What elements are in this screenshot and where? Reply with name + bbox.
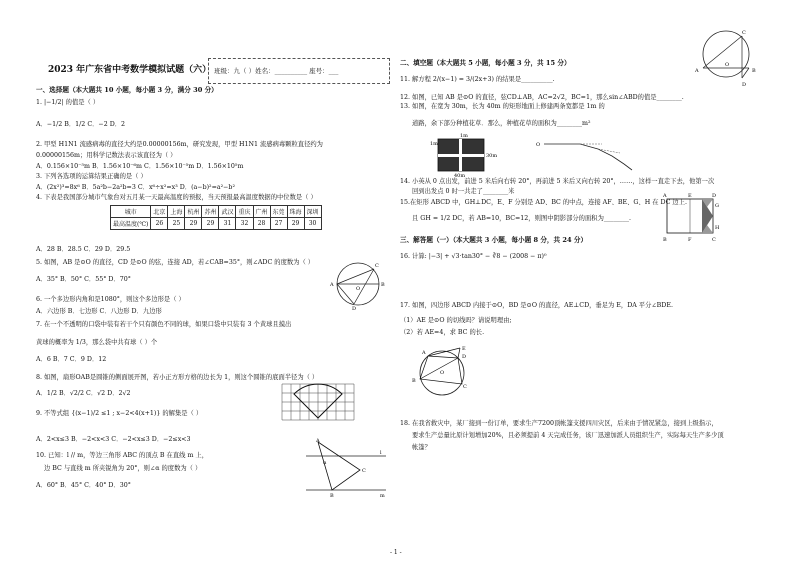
table-cell: 深圳 (304, 206, 321, 218)
question-2-line1: 2. 甲型 H1N1 流感病毒的直径大约是0.00000156m，研究发现，甲型 H1N1 流感病毒颗粒直径约为 (36, 141, 323, 148)
question-17-line3: （2）若 AE=4，求 BC 的长. (400, 329, 485, 336)
question-1-options: A．−1/2 B．1/2 C．−2 D．2 (36, 121, 126, 128)
section-choice-heading: 一、选择题（本大题共 10 小题，每小题 3 分，满分 30 分） (36, 86, 218, 94)
table-cell: 上海 (168, 206, 185, 218)
parallel-lines-figure-q10 (306, 440, 386, 498)
table-header-row (111, 206, 322, 218)
section-fill-heading: 二、填空题（本大题共 5 小题，每小题 3 分，共 15 分） (400, 59, 571, 67)
label-d: D (742, 82, 747, 88)
table-cell: 29 (287, 218, 304, 230)
label-length-40m: 40m (454, 173, 466, 179)
label-h: H (715, 225, 720, 231)
table-cell: 珠海 (287, 206, 304, 218)
question-5-options: A．35° B．50° C．55° D．70° (36, 276, 131, 283)
circle-figure-q12 (695, 26, 758, 88)
question-18-line1: 18. 在我省救灾中，某厂接到一份订单，要求生产7200顶帐篷支援四川灾区，后来由于情况紧急，接到上级指示， (400, 420, 718, 427)
table-cell: 杭州 (185, 206, 202, 218)
question-15-line2: 且 GH = 1/2 DC，若 AB=10，BC=12，则图中阴影部分的面积为________. (412, 215, 632, 222)
question-1: 1. |−1/2| 的值是（ ） (36, 99, 100, 106)
label-d: D (352, 306, 357, 312)
question-7-line2: 黄球的概率为 1/3，那么袋中共有球（ ）个 (36, 339, 158, 346)
label-c: C (362, 468, 366, 474)
question-10-line1: 10. 已知：l // m，等边三角形 ABC 的顶点 B 在直线 m 上， (36, 452, 209, 459)
table-cell: 最高温度(℃) (111, 218, 151, 230)
label-o: O (725, 62, 730, 68)
table-cell: 武汉 (219, 206, 236, 218)
label-o: O (536, 142, 541, 148)
question-17-line1: 17. 如图，四边形 ABCD 内接于⊙O，BD 是⊙O 的直径，AE⊥CD，垂足为 E，DA 平分∠BDE. (400, 302, 673, 309)
label-g: G (715, 203, 719, 209)
question-13-line2: 道路，余下部分种植花草．那么，种植花草的面积为________m² (412, 120, 591, 127)
label-b: B (663, 237, 667, 243)
table-row (111, 218, 322, 230)
table-cell: 31 (219, 218, 236, 230)
table-cell: 东莞 (270, 206, 287, 218)
label-d: D (712, 193, 717, 199)
label-c: C (712, 237, 716, 243)
question-15-line1: 15.在矩形 ABCD 中，GH⊥DC，E、F 分别是 AD、BC 的中点，连接 AF、BE、G、H 在 DC 边上. (400, 199, 687, 206)
label-c: C (375, 263, 379, 269)
question-14-line1: 14. 小英从 0 点出发，前进 5 米后向右转 20°，再前进 5 米后又向右转 20°，……，这样一直走下去，他第一次 (400, 178, 715, 185)
question-10-line2: 边 BC 与直线 m 所夹锐角为 20°，则∠α 的度数为（ ） (44, 465, 202, 472)
table-cell: 29 (202, 218, 219, 230)
question-6: 6. 一个多边形内角和是1080°，则这个多边形是（ ） (36, 296, 185, 303)
label-b: B (752, 68, 756, 74)
table-cell: 32 (236, 218, 253, 230)
table-cell: 26 (151, 218, 168, 230)
label-e: E (688, 193, 692, 199)
label-road-width: 1m (430, 141, 438, 147)
right-column (400, 0, 770, 561)
table-cell: 25 (168, 218, 185, 230)
label-a: A (316, 438, 320, 444)
road-rectangle-figure-q13 (430, 133, 498, 179)
rectangle-shaded-figure-q15 (662, 193, 720, 245)
question-13-line1: 13. 如图，在宽为 30m，长为 40m 的矩形地面上修建两条宽都是 1m 的 (400, 103, 605, 110)
label-b: B (381, 282, 385, 288)
question-18-line2: 要求生产总量比原计划增加20%，且必须提前 4 天完成任务，该厂迅速加派人员组织生产，实际每天生产多少顶 (412, 432, 724, 439)
question-9-options: A．2<x≤3 B．−2<x<3 C．−2<x≤3 D．−2≤x<3 (36, 436, 191, 443)
page-number: - 1 - (390, 549, 402, 556)
question-4: 4. 下表是我国部分城市气象台对五月某一天最高温度的预报，当天预报最高温度数据的中位数是（ ） (36, 194, 317, 201)
table-cell: 29 (185, 218, 202, 230)
question-9: 9. 不等式组 {(x−1)/2 ≤1 ; x−2<4(x+1)} 的解集是（ ） (36, 410, 203, 417)
label-o: O (356, 286, 361, 292)
label-a: A (663, 193, 667, 199)
table-cell: 28 (253, 218, 270, 230)
question-7-line1: 7. 在一个不透明的口袋中装有若干个只有颜色不同的球，如果口袋中只装有 3 个黄球且摸出 (36, 321, 292, 328)
label-road-width-2: 1m (460, 133, 468, 139)
question-3-options: A．(2x²)³=8x⁶ B．5a²b−2a²b=3 C．x⁶÷x²=x³ D．(a−b)²=a²−b² (36, 184, 235, 191)
question-8: 8. 如图，扇形OAB是圆锥的侧面展开图，若小正方形方格的边长为 1，则这个圆锥的底面半径为（ ） (36, 374, 319, 381)
student-info-field[interactable]: 班级：九（ ）姓名：__________ 座号：___ (214, 67, 339, 75)
table-cell: 北京 (151, 206, 168, 218)
label-o: O (440, 370, 445, 376)
inscribed-quad-figure-q17 (406, 346, 476, 398)
left-column (30, 0, 390, 561)
walking-path-figure-q14 (536, 138, 658, 172)
question-14-line2: 回到出发点 0 时一共走了________米 (412, 188, 515, 195)
temperature-table (110, 205, 322, 230)
label-alpha: α (323, 460, 327, 466)
label-m: m (380, 493, 385, 499)
question-18-line3: 帐篷？ (412, 444, 431, 451)
label-width-30m: 30m (486, 153, 498, 159)
label-d: D (462, 354, 467, 360)
label-c: C (742, 30, 746, 36)
question-5: 5. 如图，AB 是⊙O 的直径，CD 是⊙O 的弦，连接 AD，若∠CAB=35°，则∠ADC 的度数为（ ） (36, 259, 315, 266)
question-4-options: A．28 B．28.5 C．29 D．29.5 (36, 246, 131, 253)
question-12: 12. 如图，已知 AB 是⊙O 的直径，弦CD⊥AB，AC=2√2，BC=1，那么sin∠ABD的值是________. (400, 94, 684, 101)
label-a: A (422, 350, 426, 356)
question-17-line2: （1）AE 是⊙O 的切线吗？请说明理由; (400, 317, 512, 324)
label-c: C (463, 384, 467, 390)
question-10-options: A．60° B．45° C．40° D．30° (36, 482, 131, 489)
label-f: F (688, 237, 692, 243)
table-cell: 苏州 (202, 206, 219, 218)
label-e: E (462, 346, 466, 352)
label-a: A (695, 68, 699, 74)
table-cell: 城市 (111, 206, 151, 218)
table-cell: 27 (270, 218, 287, 230)
grid-sector-figure-q8 (282, 384, 356, 430)
label-l: l (380, 450, 382, 456)
question-8-options: A．1/2 B．√2/2 C．√2 D．2√2 (36, 390, 131, 397)
question-11: 11. 解方程 2/(x−1) = 3/(2x+3) 的结果是__________. (400, 76, 555, 83)
label-b: B (330, 493, 334, 499)
table-cell: 广州 (253, 206, 270, 218)
question-2-line2: 0.00000156m；用科学记数法表示该直径为（ ） (36, 152, 177, 159)
exam-title: 2023 年广东省中考数学模拟试题（六） (48, 65, 212, 75)
question-6-options: A．六边形 B．七边形 C．八边形 D．九边形 (36, 308, 162, 315)
question-3: 3. 下列各选项的运算结果正确的是（ ） (36, 173, 147, 180)
circle-figure-q5 (328, 260, 392, 312)
question-7-options: A．6 B．7 C．9 D．12 (36, 356, 107, 363)
label-a: A (330, 282, 334, 288)
table-cell: 30 (304, 218, 321, 230)
table-cell: 重庆 (236, 206, 253, 218)
question-2-options: A．0.156×10⁻⁵m B．1.56×10⁻⁶m C．1.56×10⁻⁵m D．1.56×10⁵m (36, 163, 244, 170)
section-solve-heading: 三、解答题（一）（本大题共 3 小题，每小题 8 分，共 24 分） (400, 236, 588, 244)
label-b: B (412, 378, 416, 384)
question-16: 16. 计算: |−3| + √3·tan30° − ∛8 − (2008 − π)⁰ (400, 253, 547, 260)
